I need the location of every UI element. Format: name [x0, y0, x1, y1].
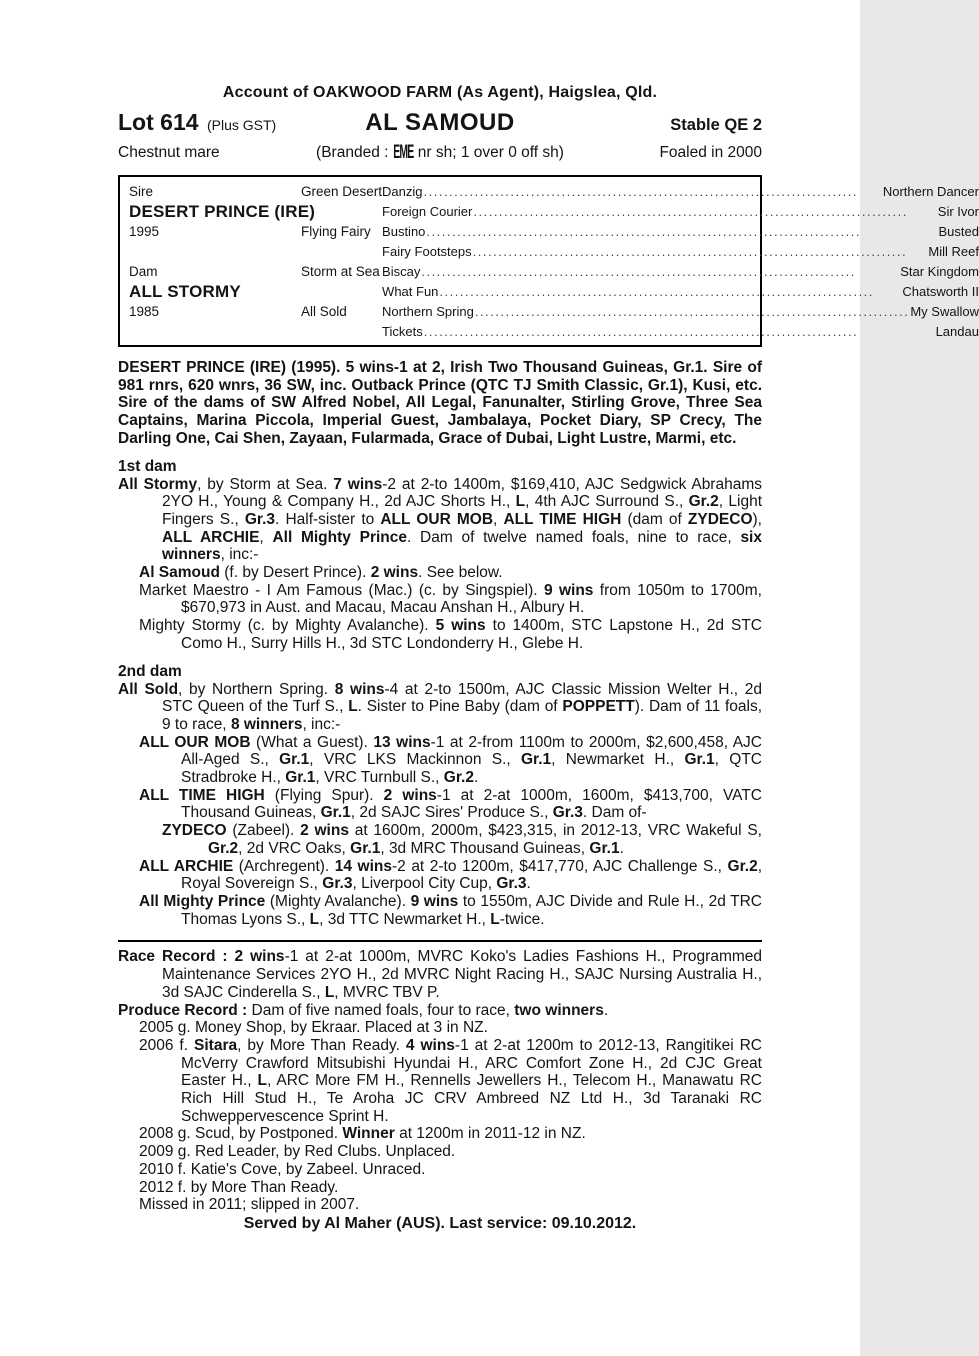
spacer-cell	[129, 322, 301, 342]
pedigree-column-1	[129, 182, 316, 342]
lot-number: Lot 614	[118, 109, 199, 135]
ancestor-parent: Landau	[935, 324, 979, 339]
foaled-line: Foaled in 2000	[659, 144, 762, 161]
ancestor-parent: Chatsworth II	[902, 284, 979, 299]
ancestor-parent: Sir Ivor	[937, 204, 979, 219]
progeny-entry: ALL TIME HIGH (Flying Spur). 2 wins-1 at 2-at 1000m, 1600m, $413,700, VATC Thousand Guineas, Gr.1, 2d SAJC Sires' Produce S., Gr.3. Dam of-	[139, 786, 762, 822]
sire-dam: Flying Fairy	[301, 224, 371, 239]
horse-name: AL SAMOUD	[365, 109, 515, 136]
pedigree-column-3	[382, 182, 979, 342]
service-note: Served by Al Maher (AUS). Last service: 09.10.2012.	[243, 1214, 637, 1232]
brand-prefix: (Branded :	[316, 144, 389, 161]
dam-name: ALL STORMY	[129, 282, 241, 301]
dam-year: 1985	[129, 304, 160, 319]
dot-leader	[426, 222, 937, 242]
divider-rule	[118, 940, 762, 942]
progeny-entry: ZYDECO (Zabeel). 2 wins at 1600m, 2000m, $423,315, in 2012-13, VRC Wakeful S, Gr.2, 2d VRC Oaks, Gr.1, 3d MRC Thousand Guineas, Gr.1.	[162, 822, 762, 857]
brand-line	[316, 142, 564, 164]
spacer-cell	[301, 282, 382, 302]
dot-leader	[421, 262, 899, 282]
dot-leader	[475, 302, 910, 322]
page-content	[118, 84, 979, 1233]
pedigree-column-2	[301, 182, 382, 342]
ancestor-parent: Mill Reef	[928, 244, 979, 259]
stable-badge: Stable QE 2	[670, 116, 762, 134]
ancestor-parent: My Swallow	[910, 304, 979, 319]
ancestor-parent: Star Kingdom	[900, 264, 979, 279]
dot-leader	[473, 202, 936, 222]
dam-sire: Storm at Sea	[301, 264, 380, 279]
spacer-cell	[301, 322, 382, 342]
produce-entry: 2012 f. by More Than Ready.	[139, 1178, 339, 1196]
ancestor-name: Fairy Footsteps	[382, 244, 472, 259]
progeny-entry: All Mighty Prince (Mighty Avalanche). 9 wins to 1550m, AJC Divide and Rule H., 2d TRC Thomas Lyons S., L, 3d TTC Newmarket H., L-twice.	[139, 892, 762, 928]
spacer-cell	[129, 242, 301, 262]
ancestor-name: Biscay	[382, 264, 421, 279]
dot-leader	[473, 242, 928, 262]
dot-leader	[424, 182, 882, 202]
horse-description: Chestnut mare	[118, 144, 220, 161]
ancestor-name: What Fun	[382, 284, 439, 299]
third-gen-row	[382, 222, 979, 242]
sire-summary-paragraph: DESERT PRINCE (IRE) (1995). 5 wins-1 at 2, Irish Two Thousand Guineas, Gr.1. Sire of 981 rnrs, 620 wnrs, 36 SW, inc. Outback Prince (QTC TJ Smith Classic, Gr.1), Kusi, etc. Sire of the dams of SW Alfred Nobel, All Legal, Fanunalter, Stirling Grove, Three Sea Captains, Marina Piccola, Imperial Guest, Jambalaya, Pocket Diary, SP Crecy, The Darling One, Cai Shen, Zayaan, Fularmada, Grace of Dubai, Light Lustre, Marmi, etc.	[118, 359, 762, 447]
produce-record-paragraph: Produce Record : Dam of five named foals, four to race, two winners.	[118, 1001, 609, 1019]
dot-leader	[439, 282, 901, 302]
produce-entry: 2008 g. Scud, by Postponed. Winner at 1200m in 2011-12 in NZ.	[139, 1125, 586, 1143]
ancestor-name: Danzig	[382, 184, 423, 199]
third-gen-row	[382, 202, 979, 222]
ancestor-parent: Northern Dancer	[882, 184, 979, 199]
dam1-paragraph: All Stormy, by Storm at Sea. 7 wins-2 at 2-to 1400m, $169,410, AJC Sedgwick Abrahams 2YO H., Young & Company H., 2d AJC Shorts H., L, 4th AJC Surround S., Gr.2, Light Fingers S., Gr.3. Half-sister to ALL OUR MOB, ALL TIME HIGH (dam of ZYDECO), ALL ARCHIE, All Mighty Prince. Dam of twelve named foals, nine to race, six winners, inc:-	[118, 475, 762, 564]
lot-gst-note: (Plus GST)	[206, 117, 277, 133]
progeny-entry: ALL OUR MOB (What a Guest). 13 wins-1 at 2-from 1100m to 2000m, $2,600,458, AJC All-Aged S., Gr.1, VRC LKS Mackinnon S., Gr.1, Newmarket H., Gr.1, QTC Stradbroke H., Gr.1, VRC Turnbull S., Gr.2.	[139, 733, 762, 787]
spacer-cell	[301, 202, 382, 222]
ancestor-name: Foreign Courier	[382, 204, 473, 219]
ancestor-name: Bustino	[382, 224, 426, 239]
third-gen-row	[382, 182, 979, 202]
produce-entry: Missed in 2011; slipped in 2007.	[139, 1196, 360, 1214]
lot-left	[118, 109, 276, 136]
section-heading-1st-dam: 1st dam	[118, 457, 177, 475]
sire-name: DESERT PRINCE (IRE)	[129, 202, 316, 221]
dam-dam: All Sold	[301, 304, 347, 319]
description-row	[118, 142, 762, 164]
brand-mark-glyph: EME	[393, 142, 414, 163]
brand-suffix: nr sh; 1 over 0 off sh)	[417, 144, 564, 161]
third-gen-row	[382, 282, 979, 302]
sire-label: Sire	[129, 184, 154, 199]
section-heading-2nd-dam: 2nd dam	[118, 662, 182, 680]
sire-sire: Green Desert	[301, 184, 383, 199]
third-gen-row	[382, 262, 979, 282]
produce-entry: 2009 g. Red Leader, by Red Clubs. Unplaced.	[139, 1143, 456, 1161]
dam-label: Dam	[129, 264, 158, 279]
produce-entry: 2010 f. Katie's Cove, by Zabeel. Unraced.	[139, 1160, 426, 1178]
progeny-entry: Al Samoud (f. by Desert Prince). 2 wins. See below.	[139, 564, 503, 582]
ancestor-name: Tickets	[382, 324, 423, 339]
produce-entry: 2005 g. Money Shop, by Ekraar. Placed at 3 in NZ.	[139, 1019, 488, 1037]
sire-year: 1995	[129, 224, 160, 239]
ancestor-name: Northern Spring	[382, 304, 474, 319]
spacer-cell	[301, 242, 382, 262]
produce-entry: 2006 f. Sitara, by More Than Ready. 4 wins-1 at 2-at 1200m to 2012-13, Rangitikei RC McVerry Crawford Mitsubishi Hyundai H., ARC Comfort Zone H., 2d CJC Great Easter H., L, ARC More FM H., Rennells Jewellers H., Telecom H., Manawatu RC Rich Hill Stud H., Te Aroha JC CRV Ambreed NZ Ltd H., 3d Taranaki RC Schweppervescence Sprint H.	[139, 1036, 762, 1125]
account-line: Account of OAKWOOD FARM (As Agent), Haigslea, Qld.	[222, 84, 658, 101]
dot-leader	[424, 322, 935, 342]
ancestor-parent: Busted	[938, 224, 979, 239]
progeny-entry: Market Maestro - I Am Famous (Mac.) (c. by Singspiel). 9 wins from 1050m to 1700m, $670,973 in Aust. and Macau, Macau Anshan H., Albury H.	[139, 581, 762, 617]
pedigree-table	[118, 175, 979, 347]
race-record-paragraph: Race Record : 2 wins-1 at 2-at 1000m, MVRC Koko's Ladies Fashions H., Programmed Maintenance Services 2YO H., 2d MVRC Night Racing H., SAJC Nursing Australia H., 3d SAJC Cinderella S., L, MVRC TBV P.	[118, 948, 763, 1001]
dam2-paragraph: All Sold, by Northern Spring. 8 wins-4 at 2-to 1500m, AJC Classic Mission Welter H., 2d STC Queen of the Turf S., L. Sister to Pine Baby (dam of POPPETT). Dam of 11 foals, 9 to race, 8 winners, inc:-	[118, 680, 763, 733]
third-gen-row	[382, 322, 979, 342]
lot-row	[118, 109, 762, 137]
progeny-entry: ALL ARCHIE (Archregent). 14 wins-2 at 2-to 1200m, $417,770, AJC Challenge S., Gr.2, Royal Sovereign S., Gr.3, Liverpool City Cup, Gr.3.	[139, 857, 763, 893]
progeny-entry: Mighty Stormy (c. by Mighty Avalanche). 5 wins to 1400m, STC Lapstone H., 2d STC Como H., Surry Hills H., 3d STC Londonderry H., Glebe H.	[139, 617, 762, 652]
third-gen-row	[382, 302, 979, 322]
third-gen-row	[382, 242, 979, 262]
